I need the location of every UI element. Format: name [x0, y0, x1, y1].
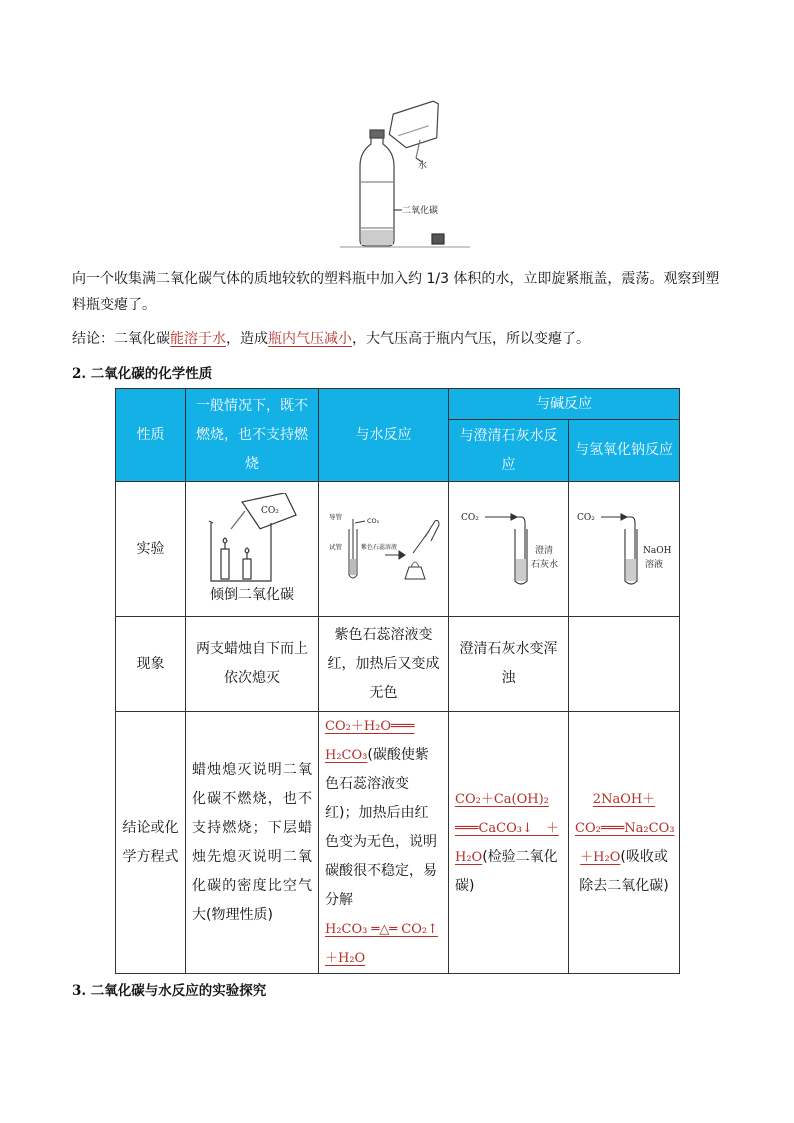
eq-decompose-water: ＋H₂O — [325, 951, 366, 966]
svg-text:紫色石蕊溶液: 紫色石蕊溶液 — [361, 544, 398, 551]
svg-text:CO₂: CO₂ — [367, 517, 380, 525]
row-label-experiment: 实验 — [116, 482, 186, 617]
bottle-figure — [340, 100, 470, 250]
header-alkali: 与碱反应 — [449, 389, 680, 420]
pour-co2-caption: 倾倒二氧化碳 — [210, 587, 294, 603]
svg-text:CO₂: CO₂ — [461, 513, 479, 523]
eq-limewater-h2o: H₂O — [455, 849, 483, 865]
phenomenon-limewater: 澄清石灰水变浑浊 — [449, 617, 569, 712]
cell-pour-co2 — [186, 482, 319, 617]
svg-text:试管: 试管 — [329, 543, 342, 551]
label-co2: 二氧化碳 — [402, 206, 439, 216]
intro-paragraph: 向一个收集满二氧化碳气体的质地较软的塑料瓶中加入约 1/3 体积的水，立即旋紧瓶盖，震荡。观察到塑料瓶变瘪了。 — [72, 271, 720, 313]
section-2-title: 2. 二氧化碳的化学性质 — [72, 366, 213, 382]
svg-text:石灰水: 石灰水 — [531, 560, 559, 570]
svg-text:导管: 导管 — [329, 513, 342, 521]
conclusion-naoh: 2NaOH＋ CO₂═══Na₂CO₃ ＋H₂O(吸收或除去二氧化碳) — [569, 712, 680, 974]
conclusion-water: CO₂＋H₂O═══ H₂CO₃(碳酸使紫色石蕊溶液变红)；加热后由红色变为无色，说明碳酸很不稳定，易分解 H₂CO₃ ═△═ CO₂↑ ＋H₂O — [319, 712, 449, 974]
svg-text:澄清: 澄清 — [535, 546, 554, 556]
limewater-figure — [455, 509, 563, 589]
phenomenon-naoh — [569, 617, 680, 712]
pour-co2-figure — [197, 493, 307, 585]
phenomenon-candles: 两支蜡烛自下而上依次熄灭 — [186, 617, 319, 712]
row-label-conclusion: 结论或化学方程式 — [116, 712, 186, 974]
eq-h2co3: H₂CO₃ — [325, 748, 368, 763]
eq-caco3: ═══CaCO₃↓ ＋ — [455, 820, 559, 836]
litmus-figure — [325, 509, 445, 589]
header-limewater: 与澄清石灰水反应 — [449, 420, 569, 482]
eq-naoh: 2NaOH＋ — [592, 791, 656, 807]
header-naoh: 与氢氧化钠反应 — [569, 420, 680, 482]
eq-caoh2: CO₂＋Ca(OH)₂ — [455, 791, 549, 807]
svg-text:溶液: 溶液 — [645, 560, 664, 570]
conclusion-candles: 蜡烛熄灭说明二氧化碳不燃烧，也不支持燃烧；下层蜡烛先熄灭说明二氧化碳的密度比空气大(物理性质) — [186, 712, 319, 974]
header-water: 与水反应 — [319, 389, 449, 482]
row-label-phenomenon: 现象 — [116, 617, 186, 712]
label-water: 水 — [418, 161, 428, 171]
co2-properties-table — [115, 388, 680, 974]
cell-limewater-experiment — [449, 482, 569, 617]
phenomenon-litmus: 紫色石蕊溶液变红，加热后又变成无色 — [319, 617, 449, 712]
underline-dissolve: 能溶于水 — [170, 331, 226, 347]
underline-pressure: 瓶内气压减小 — [268, 331, 352, 347]
conclusion-paragraph: 结论：二氧化碳能溶于水，造成瓶内气压减小，大气压高于瓶内气压，所以变瘪了。 — [72, 331, 590, 347]
header-no-combustion: 一般情况下，既不燃烧，也不支持燃烧 — [186, 389, 319, 482]
svg-text:CO₂: CO₂ — [577, 513, 595, 523]
svg-text:CO₂: CO₂ — [261, 506, 279, 516]
conclusion-limewater: CO₂＋Ca(OH)₂ ═══CaCO₃↓ ＋ H₂O(检验二氧化碳) — [449, 712, 569, 974]
cell-naoh-experiment — [569, 482, 680, 617]
svg-text:NaOH: NaOH — [643, 546, 672, 556]
section-3-title: 3. 二氧化碳与水反应的实验探究 — [72, 983, 267, 999]
naoh-figure — [575, 509, 677, 589]
eq-naoh-h2o: ＋H₂O — [580, 849, 621, 865]
eq-na2co3: CO₂═══Na₂CO₃ — [575, 820, 675, 836]
cell-water-experiment — [319, 482, 449, 617]
eq-co2-water: CO₂＋H₂O═══ — [325, 719, 415, 734]
header-property: 性质 — [116, 389, 186, 482]
eq-decompose: H₂CO₃ ═△═ CO₂↑ — [325, 922, 438, 937]
